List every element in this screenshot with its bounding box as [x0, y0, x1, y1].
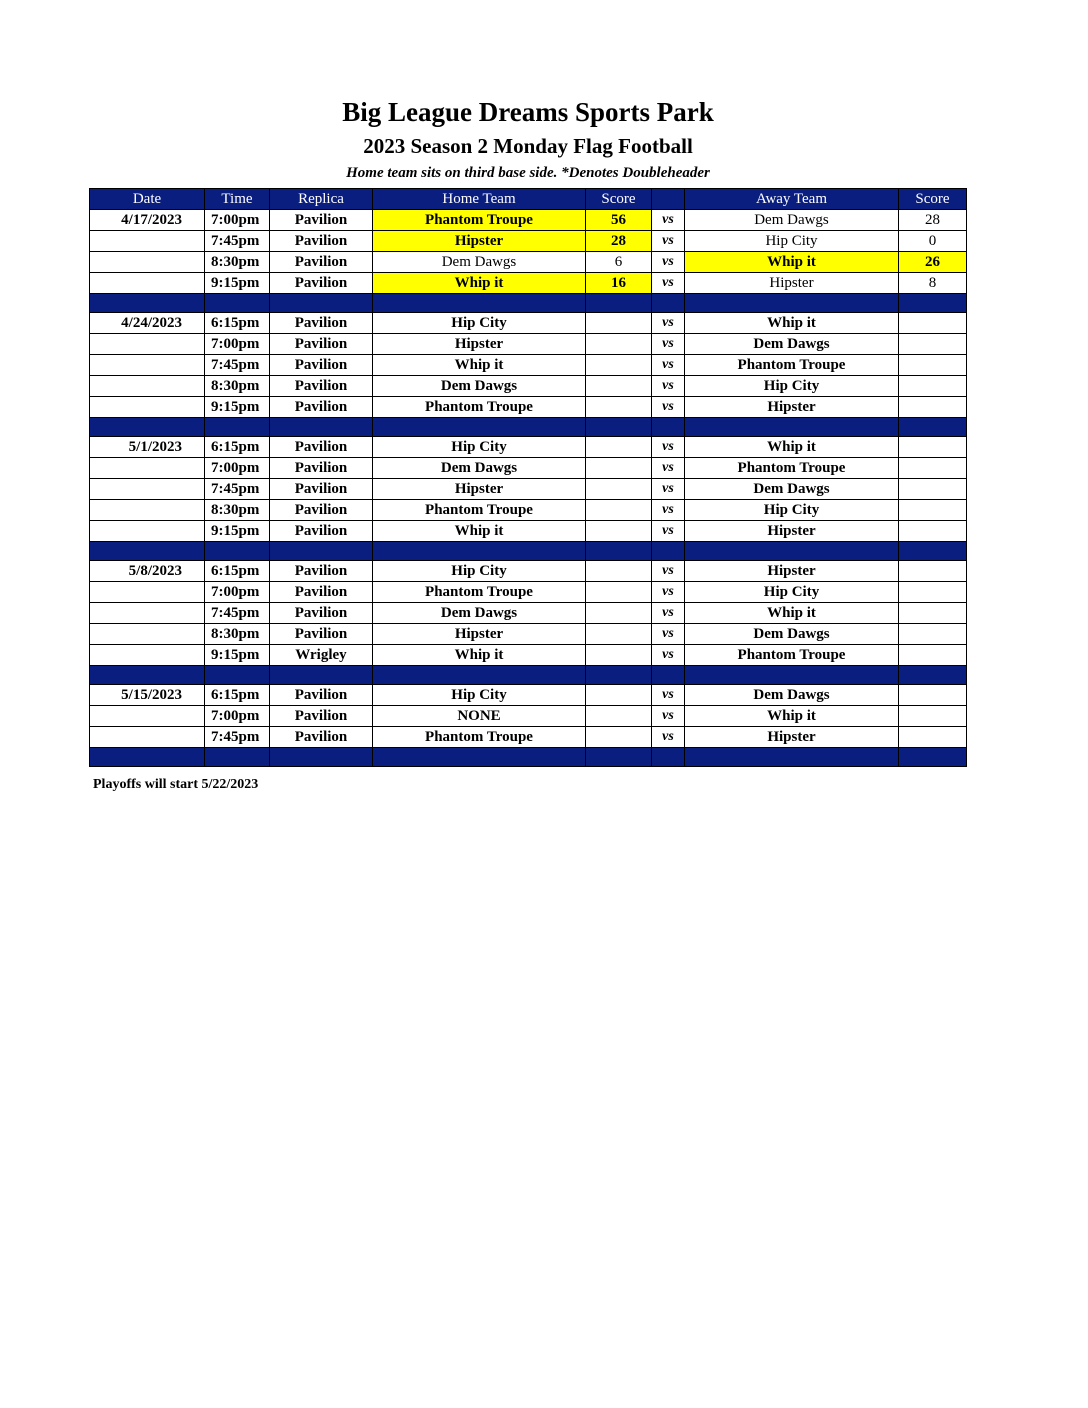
page-subtitle: 2023 Season 2 Monday Flag Football: [363, 134, 693, 158]
column-header-home-score: Score: [586, 189, 652, 210]
game-date: [90, 521, 205, 542]
home-score: [586, 603, 652, 624]
game-date: 5/1/2023: [90, 437, 205, 458]
column-header-away-score: Score: [899, 189, 967, 210]
game-field: Pavilion: [270, 603, 373, 624]
home-score: 56: [586, 210, 652, 231]
separator-cell: [652, 542, 685, 561]
game-row: [90, 500, 967, 521]
away-team: Hipster: [685, 521, 899, 542]
home-team: Whip it: [373, 645, 586, 666]
separator-cell: [652, 666, 685, 685]
vs-label: vs: [652, 479, 685, 500]
game-row: [90, 458, 967, 479]
game-date: [90, 624, 205, 645]
week-separator-row: [90, 666, 967, 685]
vs-label: vs: [652, 561, 685, 582]
game-row: [90, 334, 967, 355]
away-score: [899, 727, 967, 748]
game-row: [90, 273, 967, 294]
game-date: 5/15/2023: [90, 685, 205, 706]
vs-label: vs: [652, 727, 685, 748]
game-row: [90, 437, 967, 458]
vs-label: vs: [652, 706, 685, 727]
away-score: [899, 479, 967, 500]
separator-cell: [270, 748, 373, 767]
game-time: 7:00pm: [205, 458, 270, 479]
away-team: Hip City: [685, 500, 899, 521]
home-team: Hip City: [373, 313, 586, 334]
game-date: [90, 458, 205, 479]
home-score: [586, 624, 652, 645]
separator-cell: [685, 748, 899, 767]
vs-label: vs: [652, 313, 685, 334]
vs-label: vs: [652, 397, 685, 418]
home-team: Phantom Troupe: [373, 210, 586, 231]
separator-cell: [373, 666, 586, 685]
game-row: [90, 210, 967, 231]
game-date: [90, 706, 205, 727]
game-field: Pavilion: [270, 706, 373, 727]
away-team: Hipster: [685, 727, 899, 748]
schedule-body: [90, 210, 967, 767]
separator-cell: [899, 294, 967, 313]
home-score: [586, 397, 652, 418]
away-score: [899, 376, 967, 397]
game-row: [90, 313, 967, 334]
away-team: Dem Dawgs: [685, 334, 899, 355]
separator-cell: [90, 294, 205, 313]
game-field: Pavilion: [270, 727, 373, 748]
away-team: Phantom Troupe: [685, 458, 899, 479]
away-score: 28: [899, 210, 967, 231]
home-score: [586, 376, 652, 397]
game-time: 6:15pm: [205, 313, 270, 334]
game-time: 8:30pm: [205, 252, 270, 273]
game-date: 4/17/2023: [90, 210, 205, 231]
away-team: Phantom Troupe: [685, 645, 899, 666]
home-score: [586, 521, 652, 542]
vs-label: vs: [652, 458, 685, 479]
week-separator-row: [90, 748, 967, 767]
away-score: [899, 355, 967, 376]
away-score: [899, 603, 967, 624]
home-score: [586, 437, 652, 458]
away-score: [899, 458, 967, 479]
separator-cell: [373, 418, 586, 437]
away-team: Dem Dawgs: [685, 210, 899, 231]
away-team: Hipster: [685, 273, 899, 294]
away-team: Whip it: [685, 252, 899, 273]
vs-label: vs: [652, 603, 685, 624]
game-row: [90, 355, 967, 376]
vs-label: vs: [652, 376, 685, 397]
separator-cell: [205, 418, 270, 437]
game-field: Pavilion: [270, 685, 373, 706]
game-time: 7:45pm: [205, 727, 270, 748]
game-time: 7:45pm: [205, 479, 270, 500]
vs-label: vs: [652, 645, 685, 666]
away-score: [899, 582, 967, 603]
away-team: Hip City: [685, 231, 899, 252]
game-row: [90, 706, 967, 727]
game-time: 7:45pm: [205, 355, 270, 376]
away-score: 8: [899, 273, 967, 294]
away-score: [899, 561, 967, 582]
header-row: [90, 189, 967, 210]
separator-cell: [652, 748, 685, 767]
away-team: Dem Dawgs: [685, 479, 899, 500]
separator-cell: [586, 748, 652, 767]
game-row: [90, 231, 967, 252]
game-time: 7:00pm: [205, 210, 270, 231]
away-score: [899, 624, 967, 645]
separator-cell: [270, 418, 373, 437]
separator-cell: [652, 418, 685, 437]
game-date: [90, 479, 205, 500]
home-team: Hipster: [373, 624, 586, 645]
game-field: Pavilion: [270, 521, 373, 542]
away-team: Whip it: [685, 603, 899, 624]
game-field: Pavilion: [270, 355, 373, 376]
away-score: [899, 521, 967, 542]
game-date: 4/24/2023: [90, 313, 205, 334]
game-field: Pavilion: [270, 437, 373, 458]
home-score: [586, 582, 652, 603]
vs-label: vs: [652, 273, 685, 294]
away-score: [899, 334, 967, 355]
home-team: Whip it: [373, 355, 586, 376]
away-team: Phantom Troupe: [685, 355, 899, 376]
home-team: Hip City: [373, 437, 586, 458]
home-team: Dem Dawgs: [373, 376, 586, 397]
game-field: Pavilion: [270, 479, 373, 500]
separator-cell: [899, 748, 967, 767]
home-score: [586, 334, 652, 355]
game-field: Pavilion: [270, 624, 373, 645]
away-team: Whip it: [685, 706, 899, 727]
separator-cell: [205, 294, 270, 313]
home-team: Hipster: [373, 231, 586, 252]
week-separator-row: [90, 542, 967, 561]
home-score: 6: [586, 252, 652, 273]
game-row: [90, 252, 967, 273]
home-team: Phantom Troupe: [373, 727, 586, 748]
separator-cell: [685, 666, 899, 685]
separator-cell: [373, 748, 586, 767]
column-header-away-team: Away Team: [685, 189, 899, 210]
home-team: NONE: [373, 706, 586, 727]
game-date: [90, 273, 205, 294]
separator-cell: [90, 666, 205, 685]
home-score: [586, 458, 652, 479]
away-score: [899, 313, 967, 334]
game-time: 7:00pm: [205, 582, 270, 603]
separator-cell: [205, 666, 270, 685]
away-score: [899, 645, 967, 666]
home-score: [586, 479, 652, 500]
separator-cell: [586, 542, 652, 561]
separator-cell: [90, 748, 205, 767]
vs-label: vs: [652, 685, 685, 706]
separator-cell: [685, 418, 899, 437]
game-row: [90, 479, 967, 500]
game-field: Pavilion: [270, 458, 373, 479]
game-field: Pavilion: [270, 252, 373, 273]
home-score: [586, 500, 652, 521]
game-date: [90, 727, 205, 748]
game-row: [90, 521, 967, 542]
home-team: Phantom Troupe: [373, 397, 586, 418]
home-team: Dem Dawgs: [373, 458, 586, 479]
separator-cell: [205, 748, 270, 767]
game-field: Pavilion: [270, 210, 373, 231]
home-score: [586, 355, 652, 376]
vs-label: vs: [652, 252, 685, 273]
game-date: [90, 582, 205, 603]
game-time: 9:15pm: [205, 273, 270, 294]
vs-label: vs: [652, 624, 685, 645]
game-field: Pavilion: [270, 376, 373, 397]
game-date: [90, 397, 205, 418]
home-team: Whip it: [373, 273, 586, 294]
separator-cell: [373, 294, 586, 313]
playoffs-note: Playoffs will start 5/22/2023: [93, 777, 259, 792]
separator-cell: [586, 666, 652, 685]
away-score: [899, 706, 967, 727]
game-field: Pavilion: [270, 582, 373, 603]
game-date: [90, 252, 205, 273]
home-team: Hip City: [373, 685, 586, 706]
away-team: Hip City: [685, 582, 899, 603]
column-header-home-team: Home Team: [373, 189, 586, 210]
game-date: [90, 645, 205, 666]
game-field: Pavilion: [270, 273, 373, 294]
separator-cell: [270, 294, 373, 313]
home-team: Dem Dawgs: [373, 603, 586, 624]
home-team: Hipster: [373, 479, 586, 500]
home-team: Whip it: [373, 521, 586, 542]
game-time: 9:15pm: [205, 521, 270, 542]
game-date: 5/8/2023: [90, 561, 205, 582]
separator-cell: [586, 418, 652, 437]
separator-cell: [90, 418, 205, 437]
away-score: [899, 397, 967, 418]
home-score: [586, 706, 652, 727]
vs-label: vs: [652, 521, 685, 542]
week-separator-row: [90, 294, 967, 313]
home-score: [586, 313, 652, 334]
game-field: Pavilion: [270, 397, 373, 418]
home-score: 16: [586, 273, 652, 294]
away-score: [899, 437, 967, 458]
game-time: 7:45pm: [205, 231, 270, 252]
separator-cell: [685, 294, 899, 313]
away-team: Hip City: [685, 376, 899, 397]
separator-cell: [373, 542, 586, 561]
game-time: 9:15pm: [205, 397, 270, 418]
home-score: [586, 727, 652, 748]
game-date: [90, 334, 205, 355]
separator-cell: [899, 542, 967, 561]
vs-label: vs: [652, 210, 685, 231]
column-header-replica: Replica: [270, 189, 373, 210]
column-header-vs: [652, 189, 685, 210]
away-team: Hipster: [685, 561, 899, 582]
game-row: [90, 397, 967, 418]
away-team: Hipster: [685, 397, 899, 418]
game-time: 7:00pm: [205, 706, 270, 727]
home-score: 28: [586, 231, 652, 252]
game-row: [90, 727, 967, 748]
game-time: 6:15pm: [205, 685, 270, 706]
vs-label: vs: [652, 231, 685, 252]
separator-cell: [205, 542, 270, 561]
column-header-time: Time: [205, 189, 270, 210]
week-separator-row: [90, 418, 967, 437]
away-score: 0: [899, 231, 967, 252]
game-date: [90, 500, 205, 521]
game-row: [90, 376, 967, 397]
game-time: 6:15pm: [205, 561, 270, 582]
game-time: 7:00pm: [205, 334, 270, 355]
game-field: Pavilion: [270, 334, 373, 355]
column-header-date: Date: [90, 189, 205, 210]
game-field: Pavilion: [270, 500, 373, 521]
vs-label: vs: [652, 437, 685, 458]
separator-cell: [270, 666, 373, 685]
separator-cell: [899, 418, 967, 437]
game-time: 6:15pm: [205, 437, 270, 458]
game-row: [90, 624, 967, 645]
game-date: [90, 355, 205, 376]
game-date: [90, 603, 205, 624]
home-team: Phantom Troupe: [373, 500, 586, 521]
seating-note: Home team sits on third base side. *Denotes Doubleheader: [346, 165, 710, 181]
game-row: [90, 582, 967, 603]
separator-cell: [685, 542, 899, 561]
page-title: Big League Dreams Sports Park: [342, 97, 714, 127]
vs-label: vs: [652, 334, 685, 355]
away-score: [899, 500, 967, 521]
home-score: [586, 645, 652, 666]
schedule-table: [89, 188, 967, 767]
away-team: Dem Dawgs: [685, 624, 899, 645]
game-date: [90, 231, 205, 252]
home-team: Dem Dawgs: [373, 252, 586, 273]
away-team: Dem Dawgs: [685, 685, 899, 706]
separator-cell: [899, 666, 967, 685]
game-row: [90, 645, 967, 666]
game-time: 8:30pm: [205, 624, 270, 645]
game-time: 9:15pm: [205, 645, 270, 666]
home-team: Phantom Troupe: [373, 582, 586, 603]
separator-cell: [90, 542, 205, 561]
home-score: [586, 685, 652, 706]
game-field: Pavilion: [270, 313, 373, 334]
game-row: [90, 561, 967, 582]
game-time: 8:30pm: [205, 500, 270, 521]
game-field: Pavilion: [270, 561, 373, 582]
game-time: 7:45pm: [205, 603, 270, 624]
away-team: Whip it: [685, 437, 899, 458]
game-field: Wrigley: [270, 645, 373, 666]
game-row: [90, 685, 967, 706]
game-field: Pavilion: [270, 231, 373, 252]
away-score: 26: [899, 252, 967, 273]
home-team: Hip City: [373, 561, 586, 582]
vs-label: vs: [652, 355, 685, 376]
vs-label: vs: [652, 582, 685, 603]
game-time: 8:30pm: [205, 376, 270, 397]
vs-label: vs: [652, 500, 685, 521]
separator-cell: [652, 294, 685, 313]
game-date: [90, 376, 205, 397]
home-score: [586, 561, 652, 582]
separator-cell: [586, 294, 652, 313]
home-team: Hipster: [373, 334, 586, 355]
game-row: [90, 603, 967, 624]
away-team: Whip it: [685, 313, 899, 334]
separator-cell: [270, 542, 373, 561]
away-score: [899, 685, 967, 706]
